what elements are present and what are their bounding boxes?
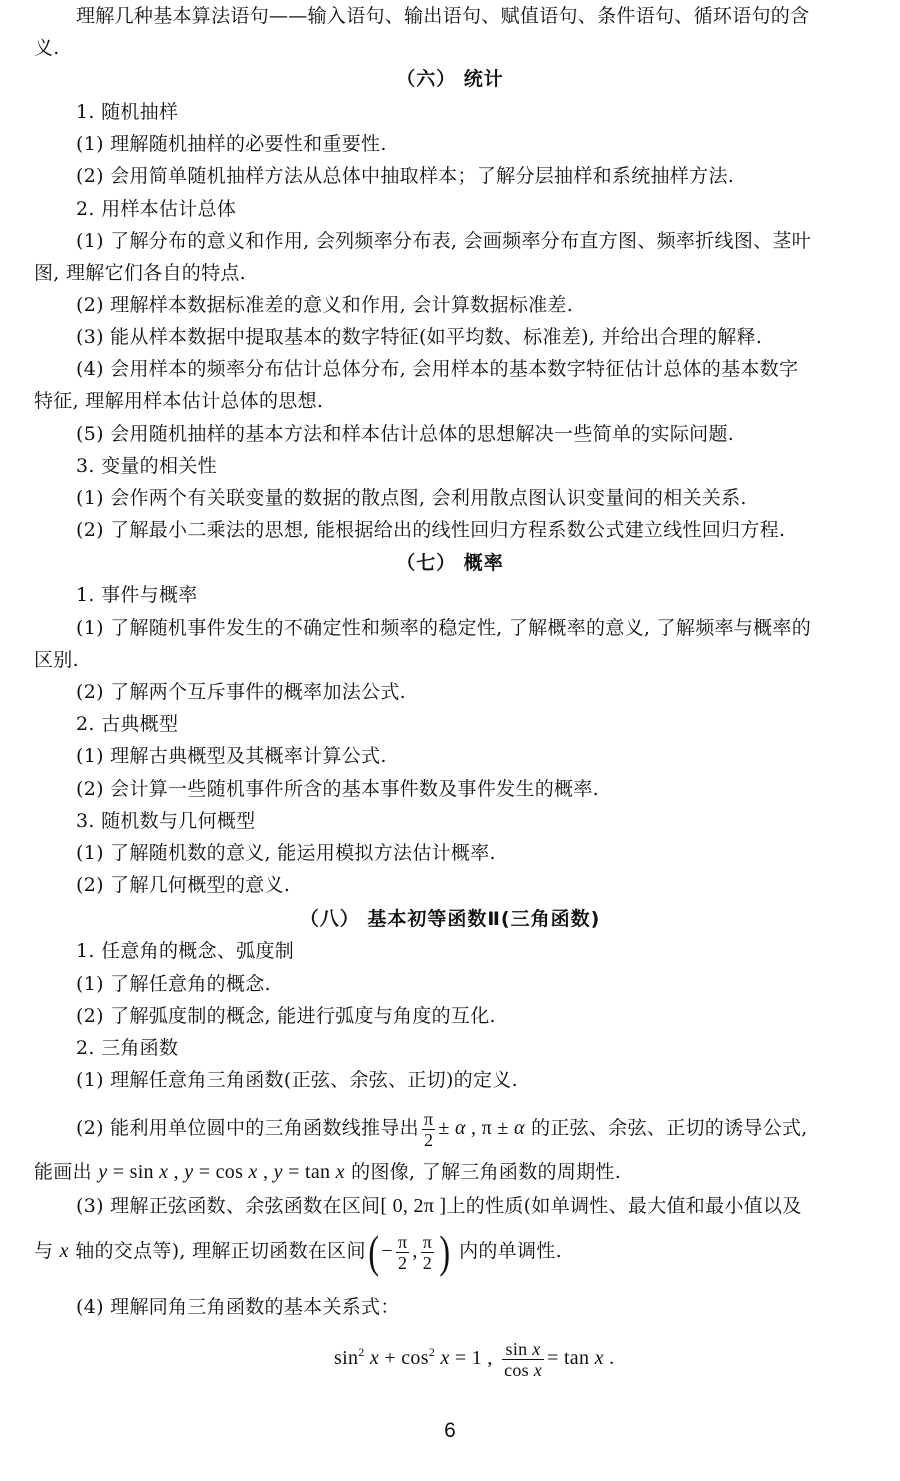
text-line-induction-formulas: (2) 能利用单位圆中的三角函数线推导出 $\frac{\pi}{2}$ ± α , π ± α 的正弦、余弦、正切的诱导公式, xyxy=(76,1108,808,1150)
section-heading-probability: （七） 概率 xyxy=(396,552,504,574)
text-line: (3) 能从样本数据中提取基本的数字特征(如平均数、标准差), 并给出合理的解释. xyxy=(76,326,763,348)
text-line: (2) 了解几何概型的意义. xyxy=(76,874,291,896)
text-line: (2) 会用简单随机抽样方法从总体中抽取样本；了解分层抽样和系统抽样方法. xyxy=(76,165,735,187)
text-line: (2) 了解弧度制的概念, 能进行弧度与角度的互化. xyxy=(76,1005,496,1027)
text-line: 3. 随机数与几何概型 xyxy=(76,810,256,832)
formula-interval-0-2pi: [ 0, 2π ] xyxy=(380,1195,447,1217)
formula-trig-identities: $\sin^2 x + \cos^2 x = 1$ , $\frac{\text{sin x}}{\text{cos x}}$ = tan x . xyxy=(334,1338,615,1380)
text-line-tangent-interval: 与 x 轴的交点等), 理解正切函数在区间( − $\frac{\pi}{2}$ , $\frac{\pi}{2}$ ) 内的单调性. xyxy=(34,1226,562,1277)
page-number: 6 xyxy=(444,1419,456,1442)
text-line: 2. 用样本估计总体 xyxy=(76,198,237,220)
text-segment: (3) 理解正弦函数、余弦函数在区间 xyxy=(76,1195,381,1217)
text-line: 特征, 理解用样本估计总体的思想. xyxy=(34,390,324,412)
formula-pi-over-2: $\frac{\pi}{2}$ xyxy=(422,1231,433,1273)
text-line: 理解几种基本算法语句——输入语句、输出语句、赋值语句、条件语句、循环语句的含 xyxy=(76,5,810,27)
formula-sin-over-cos: $\frac{\text{sin x}}{\text{cos x}}$ xyxy=(504,1338,543,1380)
section-heading-statistics: （六） 统计 xyxy=(396,68,504,90)
text-line: 1. 任意角的概念、弧度制 xyxy=(76,940,295,962)
text-line: (2) 理解样本数据标准差的意义和作用, 会计算数据标准差. xyxy=(76,294,574,316)
text-segment: 与 xyxy=(34,1240,54,1262)
text-line: 1. 随机抽样 xyxy=(76,101,179,123)
text-line: (2) 了解两个互斥事件的概率加法公式. xyxy=(76,681,406,703)
text-line: (1) 理解任意角三角函数(正弦、余弦、正切)的定义. xyxy=(76,1069,518,1091)
text-line: 2. 古典概型 xyxy=(76,713,179,735)
text-line: (2) 会计算一些随机事件所含的基本事件数及事件发生的概率. xyxy=(76,778,599,800)
formula-pi-over-2: $\frac{\pi}{2}$ xyxy=(423,1108,434,1150)
text-line: (1) 了解分布的意义和作用, 会列频率分布表, 会画频率分布直方图、频率折线图、茎叶 xyxy=(76,230,812,252)
text-segment: 的图像, 了解三角函数的周期性. xyxy=(351,1161,622,1183)
text-line-graphs xyxy=(34,1160,621,1184)
text-segment: 内的单调性. xyxy=(459,1240,562,1262)
text-line: (1) 了解随机事件发生的不确定性和频率的稳定性, 了解概率的意义, 了解频率与概率的 xyxy=(76,617,812,639)
text-line: 2. 三角函数 xyxy=(76,1037,179,1059)
text-line: (5) 会用随机抽样的基本方法和样本估计总体的思想解决一些简单的实际问题. xyxy=(76,423,735,445)
text-line: (2) 了解最小二乘法的思想, 能根据给出的线性回归方程系数公式建立线性回归方程. xyxy=(76,519,786,541)
text-line: (1) 了解随机数的意义, 能运用模拟方法估计概率. xyxy=(76,842,496,864)
text-line-interval xyxy=(76,1194,802,1218)
text-line: (1) 会作两个有关联变量的数据的散点图, 会利用散点图认识变量间的相关关系. xyxy=(76,487,747,509)
text-line: (1) 理解随机抽样的必要性和重要性. xyxy=(76,133,387,155)
formula-trig-functions: y = sin x , y = cos x , y = tan x xyxy=(98,1161,345,1183)
text-segment: 上的性质(如单调性、最大值和最小值以及 xyxy=(446,1195,802,1217)
text-segment: 轴的交点等), 理解正切函数在区间 xyxy=(75,1240,366,1262)
section-heading-trig-functions: （八） 基本初等函数Ⅱ(三角函数) xyxy=(299,908,601,930)
text-line: 图, 理解它们各自的特点. xyxy=(34,262,247,284)
text-line: 义. xyxy=(34,37,60,59)
text-line: (4) 会用样本的频率分布估计总体分布, 会用样本的基本数字特征估计总体的基本数字 xyxy=(76,358,799,380)
formula-neg-pi-over-2: $\frac{\pi}{2}$ xyxy=(398,1231,408,1273)
text-segment: 能画出 xyxy=(34,1161,92,1183)
text-segment: 的正弦、余弦、正切的诱导公式, xyxy=(531,1117,808,1139)
text-line: (1) 了解任意角的概念. xyxy=(76,973,271,995)
text-line: 3. 变量的相关性 xyxy=(76,455,217,477)
text-line: (4) 理解同角三角函数的基本关系式： xyxy=(76,1296,400,1318)
text-line: 区别. xyxy=(34,649,79,671)
text-line: (1) 理解古典概型及其概率计算公式. xyxy=(76,745,387,767)
text-line: 1. 事件与概率 xyxy=(76,584,198,606)
text-segment: (2) 能利用单位圆中的三角函数线推导出 xyxy=(76,1117,419,1139)
